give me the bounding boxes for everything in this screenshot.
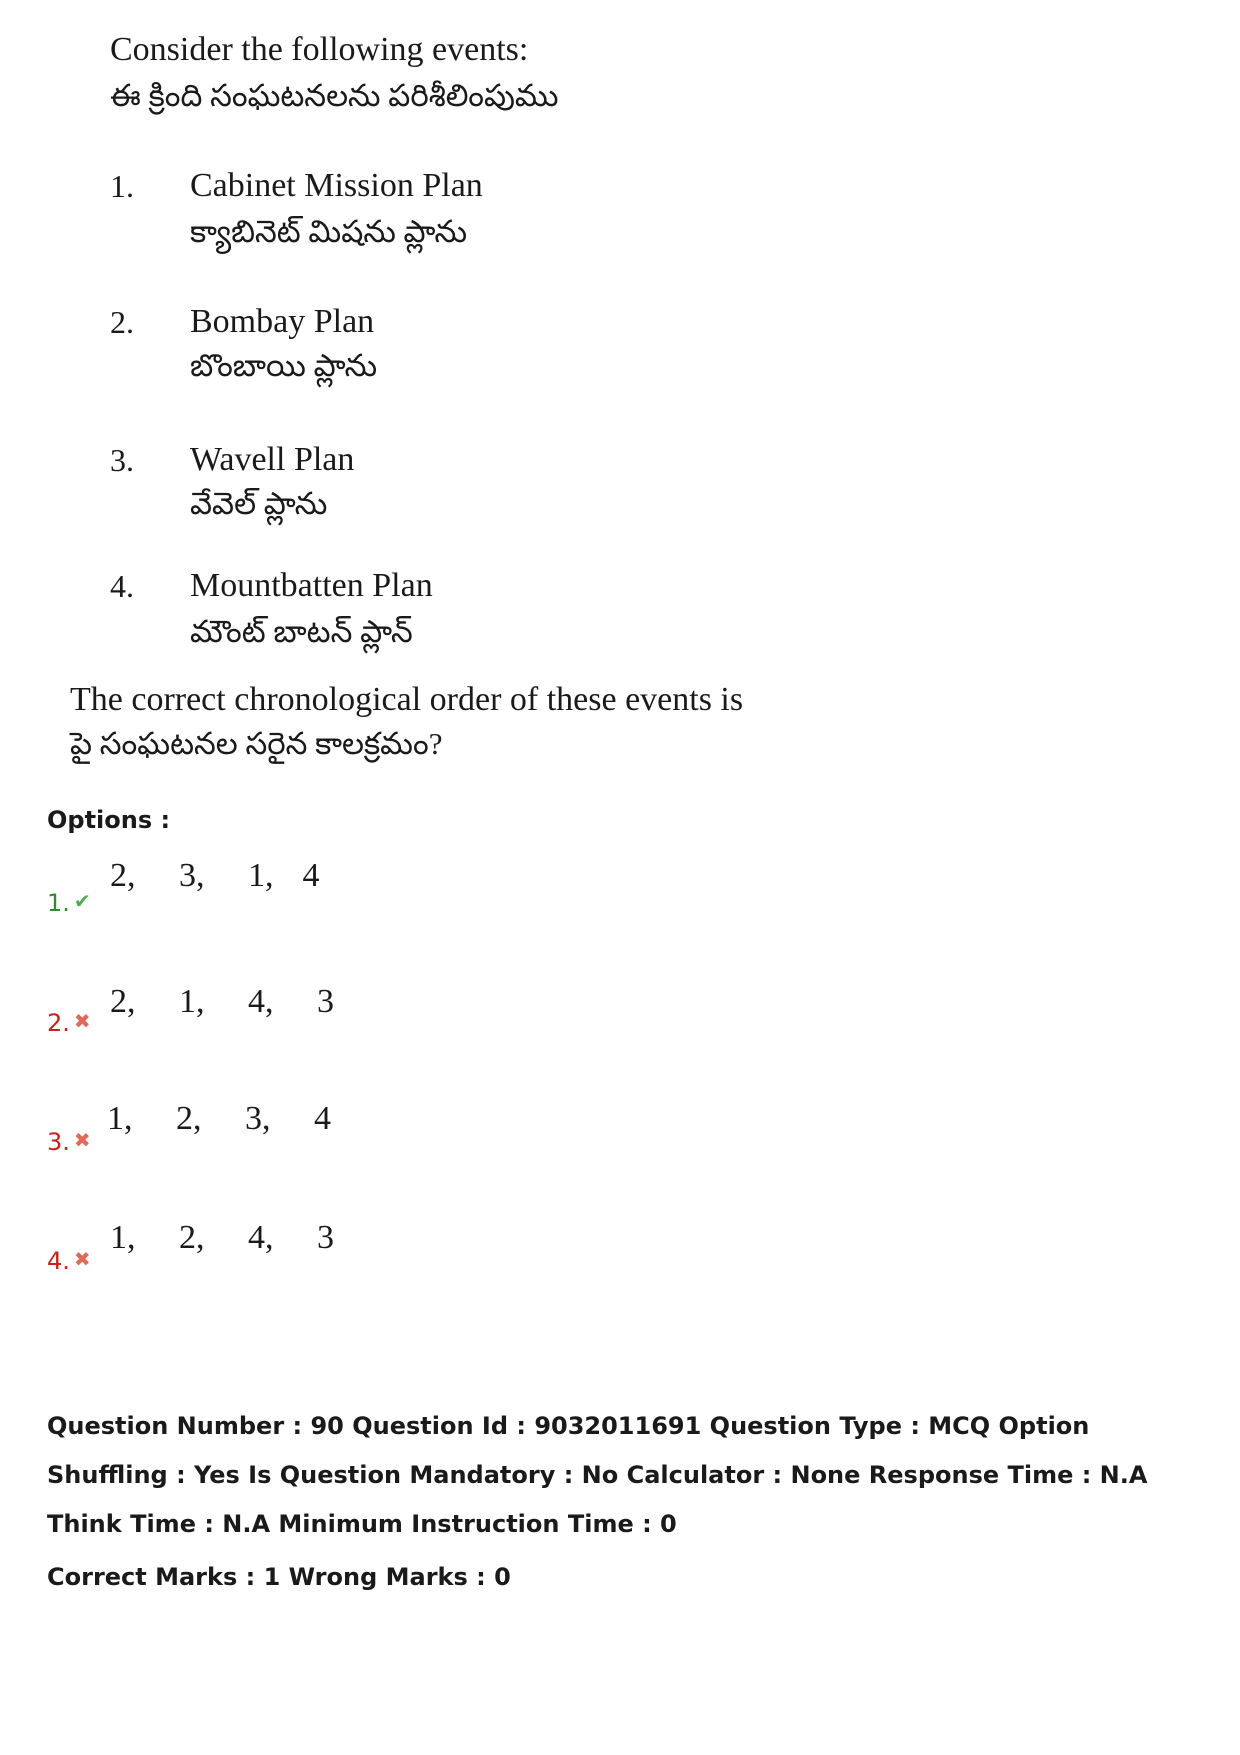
event-number: 1. — [110, 168, 134, 204]
event-en: Bombay Plan — [190, 303, 375, 340]
option-1[interactable] — [47, 888, 91, 918]
event-te: వేవెల్ ప్లాను — [190, 486, 328, 521]
question-metadata: Question Number : 90 Question Id : 9032011691 Question Type : MCQ Option Shuffling : Yes Is Question Mandatory : No Calculator : None Response Time : N.A Think Time : N.A Minimum Instruction Time : 0 — [47, 1412, 1148, 1538]
option-index: 4. — [47, 1247, 70, 1275]
cross-icon: ✖ — [73, 1247, 91, 1271]
option-value: 2, 1, 4, 3 — [110, 983, 334, 1020]
option-3[interactable] — [47, 1127, 91, 1157]
options-label: Options : — [47, 806, 171, 834]
event-en: Wavell Plan — [190, 441, 355, 478]
question-prompt-te: పై సంఘటనల సరైన కాలక్రమం? — [70, 726, 443, 761]
question-intro-te: ఈ క్రింది సంఘటనలను పరిశీలింపుము — [110, 78, 559, 113]
event-te: మౌంట్ బాటన్ ప్లాన్ — [190, 614, 413, 649]
cross-icon: ✖ — [73, 1009, 91, 1033]
question-prompt-en: The correct chronological order of these events is — [70, 681, 744, 718]
option-value: 1, 2, 3, 4 — [107, 1100, 331, 1137]
event-te: బొంబాయి ప్లాను — [190, 348, 378, 383]
option-2[interactable] — [47, 1008, 91, 1038]
option-value: 2, 3, 1, 4 — [110, 857, 320, 894]
event-te: క్యాబినెట్ మిషను ప్లాను — [190, 214, 468, 249]
option-value: 1, 2, 4, 3 — [110, 1219, 334, 1256]
question-intro-en: Consider the following events: — [110, 31, 529, 68]
event-en: Mountbatten Plan — [190, 567, 433, 604]
checkmark-icon: ✔ — [73, 889, 91, 913]
cross-icon: ✖ — [73, 1128, 91, 1152]
event-en: Cabinet Mission Plan — [190, 167, 483, 204]
option-index: 1. — [47, 889, 70, 917]
event-number: 2. — [110, 304, 134, 340]
option-index: 3. — [47, 1128, 70, 1156]
event-number: 4. — [110, 568, 134, 604]
event-number: 3. — [110, 442, 134, 478]
option-4[interactable] — [47, 1246, 91, 1276]
option-index: 2. — [47, 1009, 70, 1037]
marks-info: Correct Marks : 1 Wrong Marks : 0 — [47, 1563, 511, 1591]
